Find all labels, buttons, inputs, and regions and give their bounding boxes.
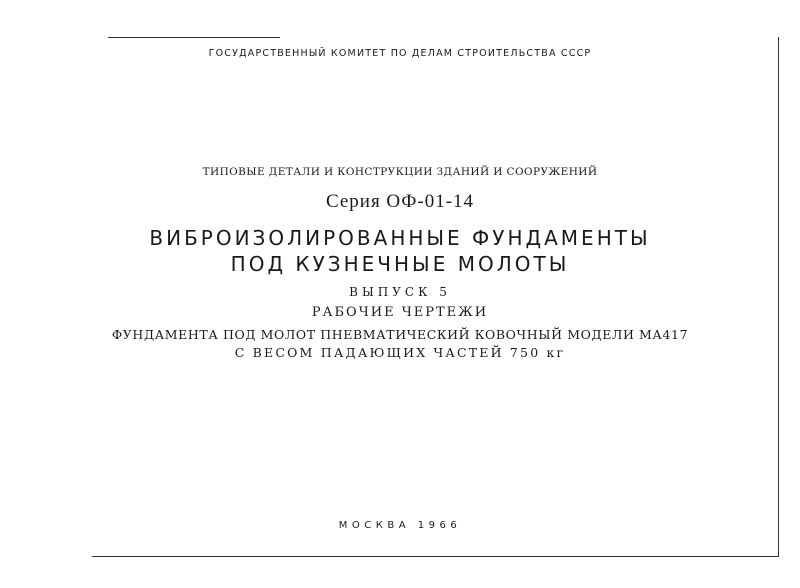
subtitle-heading: РАБОЧИЕ ЧЕРТЕЖИ: [311, 305, 489, 320]
issue-number: ВЫПУСК 5: [349, 285, 451, 299]
committee-heading: ГОСУДАРСТВЕННЫЙ КОМИТЕТ ПО ДЕЛАМ СТРОИТЕЛЬСТВА СССР: [208, 48, 592, 59]
document-title-line-1: ВИБРОИЗОЛИРОВАННЫЕ ФУНДАМЕНТЫ: [149, 226, 651, 250]
top-rule: [108, 37, 280, 38]
document-title-line-2: ПОД КУЗНЕЧНЫЕ МОЛОТЫ: [230, 252, 570, 276]
series-code: Серия ОФ-01-14: [325, 191, 475, 212]
subtitle-line-2: С ВЕСОМ ПАДАЮЩИХ ЧАСТЕЙ 750 кг: [234, 345, 566, 360]
frame-bottom-border: [92, 556, 778, 557]
subtitle-line-1: ФУНДАМЕНТА ПОД МОЛОТ ПНЕВМАТИЧЕСКИЙ КОВОЧНЫЙ МОДЕЛИ МА417: [111, 327, 689, 342]
series-parent-title: ТИПОВЫЕ ДЕТАЛИ И КОНСТРУКЦИИ ЗДАНИЙ И СООРУЖЕНИЙ: [202, 166, 598, 178]
place-year: МОСКВА 1966: [338, 520, 462, 531]
